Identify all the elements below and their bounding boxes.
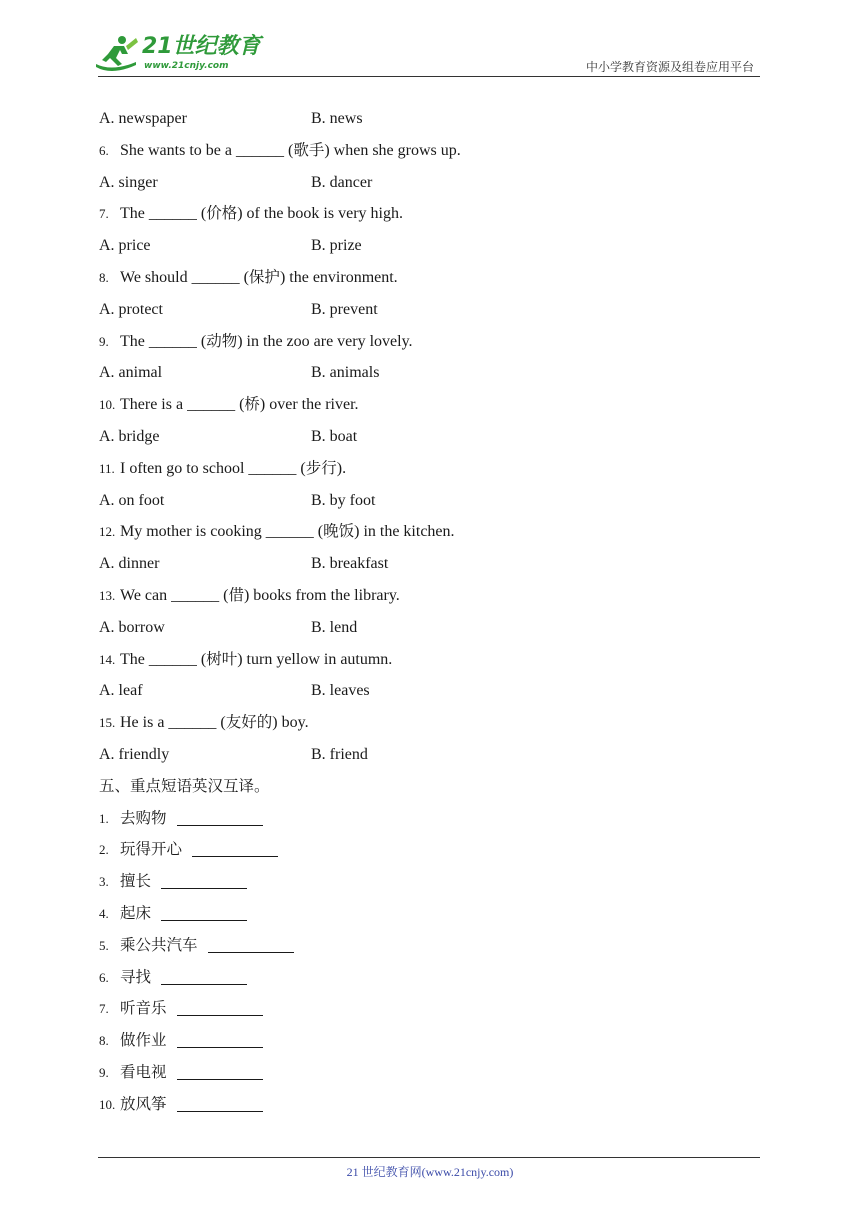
- options-row: [99, 103, 761, 135]
- question-line: [99, 326, 761, 358]
- answer-blank[interactable]: [161, 874, 247, 889]
- question-text-pre: The ______ (: [120, 205, 207, 223]
- phrase-number: 4.: [99, 905, 109, 921]
- phrase-chinese: 擅长: [120, 872, 152, 891]
- phrase-line: [99, 834, 761, 866]
- question-text-pre: I often go to school ______ (: [120, 459, 306, 477]
- worksheet-content: [99, 103, 761, 1121]
- answer-blank[interactable]: [192, 842, 278, 857]
- question-text-pre: The ______ (: [120, 332, 207, 350]
- option-a[interactable]: A. price: [99, 237, 151, 255]
- question-text-pre: She wants to be a ______ (: [120, 141, 294, 159]
- answer-blank[interactable]: [177, 811, 263, 826]
- question-number: 13.: [99, 587, 116, 603]
- site-logo[interactable]: [92, 34, 262, 76]
- phrase-number: 10.: [99, 1096, 116, 1112]
- question-line: [99, 135, 761, 167]
- option-a[interactable]: A. newspaper: [99, 110, 187, 127]
- question-line: [99, 453, 761, 485]
- phrase-chinese: 听音乐: [120, 999, 167, 1018]
- option-b[interactable]: B. prevent: [311, 300, 378, 318]
- phrase-line: [99, 962, 761, 994]
- options-row: [99, 167, 761, 199]
- option-b[interactable]: B. leaves: [311, 682, 370, 700]
- footer-text[interactable]: 21 世纪教育网(www.21cnjy.com): [346, 1165, 514, 1179]
- phrase-number: 3.: [99, 874, 109, 890]
- question-number: 9.: [99, 333, 109, 349]
- question-number: 10.: [99, 397, 116, 413]
- page-header: [0, 0, 860, 80]
- question-hint-chinese: 保护: [248, 267, 280, 286]
- phrase-chinese: 起床: [120, 903, 152, 922]
- option-b[interactable]: B. lend: [311, 618, 358, 636]
- answer-blank[interactable]: [161, 970, 247, 985]
- question-text-pre: The ______ (: [120, 650, 207, 668]
- question-text-pre: We should ______ (: [120, 268, 249, 286]
- phrase-chinese: 玩得开心: [120, 840, 183, 859]
- question-hint-chinese: 桥: [244, 395, 260, 414]
- option-b[interactable]: B. friend: [311, 745, 368, 763]
- question-line: [99, 516, 761, 548]
- phrase-chinese: 做作业: [120, 1031, 167, 1050]
- section-title: 五、重点短语英汉互译。: [99, 776, 270, 795]
- answer-blank[interactable]: [161, 906, 247, 921]
- answer-blank[interactable]: [177, 1065, 263, 1080]
- question-text-post: ) over the river.: [259, 396, 359, 414]
- option-b[interactable]: B. by foot: [311, 491, 376, 509]
- question-hint-chinese: 借: [228, 585, 244, 604]
- option-b[interactable]: B. news: [311, 110, 363, 127]
- question-text-post: ) when she grows up.: [324, 141, 461, 159]
- question-text-pre: He is a ______ (: [120, 714, 226, 732]
- phrase-line: [99, 898, 761, 930]
- logo-text: 21世纪教育: [142, 34, 261, 59]
- question-line: [99, 644, 761, 676]
- question-hint-chinese: 友好的: [225, 713, 273, 732]
- phrase-line: [99, 803, 761, 835]
- phrase-chinese: 乘公共汽车: [120, 935, 198, 954]
- options-row: [99, 612, 761, 644]
- phrase-line: [99, 930, 761, 962]
- header-platform-text: 中小学教育资源及组卷应用平台: [585, 60, 754, 74]
- question-text-post: ) in the kitchen.: [354, 523, 455, 541]
- phrase-chinese: 放风筝: [120, 1094, 167, 1113]
- option-a[interactable]: A. leaf: [99, 682, 143, 700]
- answer-blank[interactable]: [177, 1097, 263, 1112]
- question-line: [99, 262, 761, 294]
- phrase-number: 9.: [99, 1064, 109, 1080]
- runner-logo-icon: [92, 34, 140, 76]
- question-hint-chinese: 树叶: [206, 649, 238, 668]
- phrase-line: [99, 993, 761, 1025]
- phrase-chinese: 寻找: [120, 967, 152, 986]
- logo-url: www.21cnjy.com: [144, 61, 229, 71]
- option-b[interactable]: B. breakfast: [311, 555, 389, 573]
- question-text-post: ) the environment.: [279, 268, 398, 286]
- options-row: [99, 294, 761, 326]
- phrase-number: 7.: [99, 1001, 109, 1017]
- option-a[interactable]: A. singer: [99, 173, 158, 191]
- phrase-chinese: 看电视: [120, 1062, 167, 1081]
- question-hint-chinese: 晚饭: [323, 522, 355, 541]
- question-number: 11.: [99, 460, 115, 476]
- phrase-line: [99, 1057, 761, 1089]
- question-hint-chinese: 价格: [206, 204, 238, 223]
- option-a[interactable]: A. borrow: [99, 618, 165, 636]
- options-row: [99, 357, 761, 389]
- phrase-number: 1.: [99, 810, 109, 826]
- phrase-line: [99, 1089, 761, 1121]
- phrase-number: 5.: [99, 937, 109, 953]
- phrase-number: 6.: [99, 969, 109, 985]
- question-number: 7.: [99, 206, 109, 222]
- option-b[interactable]: B. animals: [311, 364, 380, 382]
- question-text-post: ) boy.: [272, 714, 309, 732]
- option-b[interactable]: B. boat: [311, 427, 358, 445]
- question-text-pre: There is a ______ (: [120, 396, 245, 414]
- question-line: [99, 198, 761, 230]
- question-hint-chinese: 动物: [206, 331, 238, 350]
- answer-blank[interactable]: [177, 1033, 263, 1048]
- question-number: 15.: [99, 715, 116, 731]
- options-row: [99, 548, 761, 580]
- question-text-post: ) of the book is very high.: [237, 205, 403, 223]
- option-b[interactable]: B. prize: [311, 237, 362, 255]
- question-number: 14.: [99, 651, 116, 667]
- question-number: 12.: [99, 524, 116, 540]
- question-number: 6.: [99, 142, 109, 158]
- answer-blank[interactable]: [208, 938, 294, 953]
- answer-blank[interactable]: [177, 1001, 263, 1016]
- question-text-pre: We can ______ (: [120, 586, 229, 604]
- question-number: 8.: [99, 269, 109, 285]
- option-b[interactable]: B. dancer: [311, 173, 373, 191]
- phrase-number: 2.: [99, 842, 109, 858]
- question-text-pre: My mother is cooking ______ (: [120, 523, 324, 541]
- phrase-chinese: 去购物: [120, 808, 167, 827]
- options-row: [99, 230, 761, 262]
- options-row: [99, 675, 761, 707]
- question-hint-chinese: 歌手: [293, 140, 325, 159]
- options-row: [99, 485, 761, 517]
- phrase-line: [99, 866, 761, 898]
- option-a[interactable]: A. animal: [99, 364, 163, 382]
- options-row: [99, 739, 761, 771]
- option-a[interactable]: A. friendly: [99, 745, 170, 763]
- option-a[interactable]: A. bridge: [99, 427, 160, 445]
- options-row: [99, 421, 761, 453]
- question-line: [99, 580, 761, 612]
- question-text-post: ) turn yellow in autumn.: [237, 650, 393, 668]
- question-hint-chinese: 步行: [305, 458, 337, 477]
- phrase-number: 8.: [99, 1033, 109, 1049]
- option-a[interactable]: A. on foot: [99, 491, 165, 509]
- question-line: [99, 389, 761, 421]
- phrase-line: [99, 1025, 761, 1057]
- question-text-post: ) in the zoo are very lovely.: [237, 332, 413, 350]
- option-a[interactable]: A. protect: [99, 300, 163, 318]
- question-line: [99, 707, 761, 739]
- option-a[interactable]: A. dinner: [99, 555, 160, 573]
- question-text-post: ).: [336, 459, 347, 477]
- footer-divider: [98, 1157, 760, 1158]
- header-divider: [98, 76, 760, 77]
- question-text-post: ) books from the library.: [243, 586, 400, 604]
